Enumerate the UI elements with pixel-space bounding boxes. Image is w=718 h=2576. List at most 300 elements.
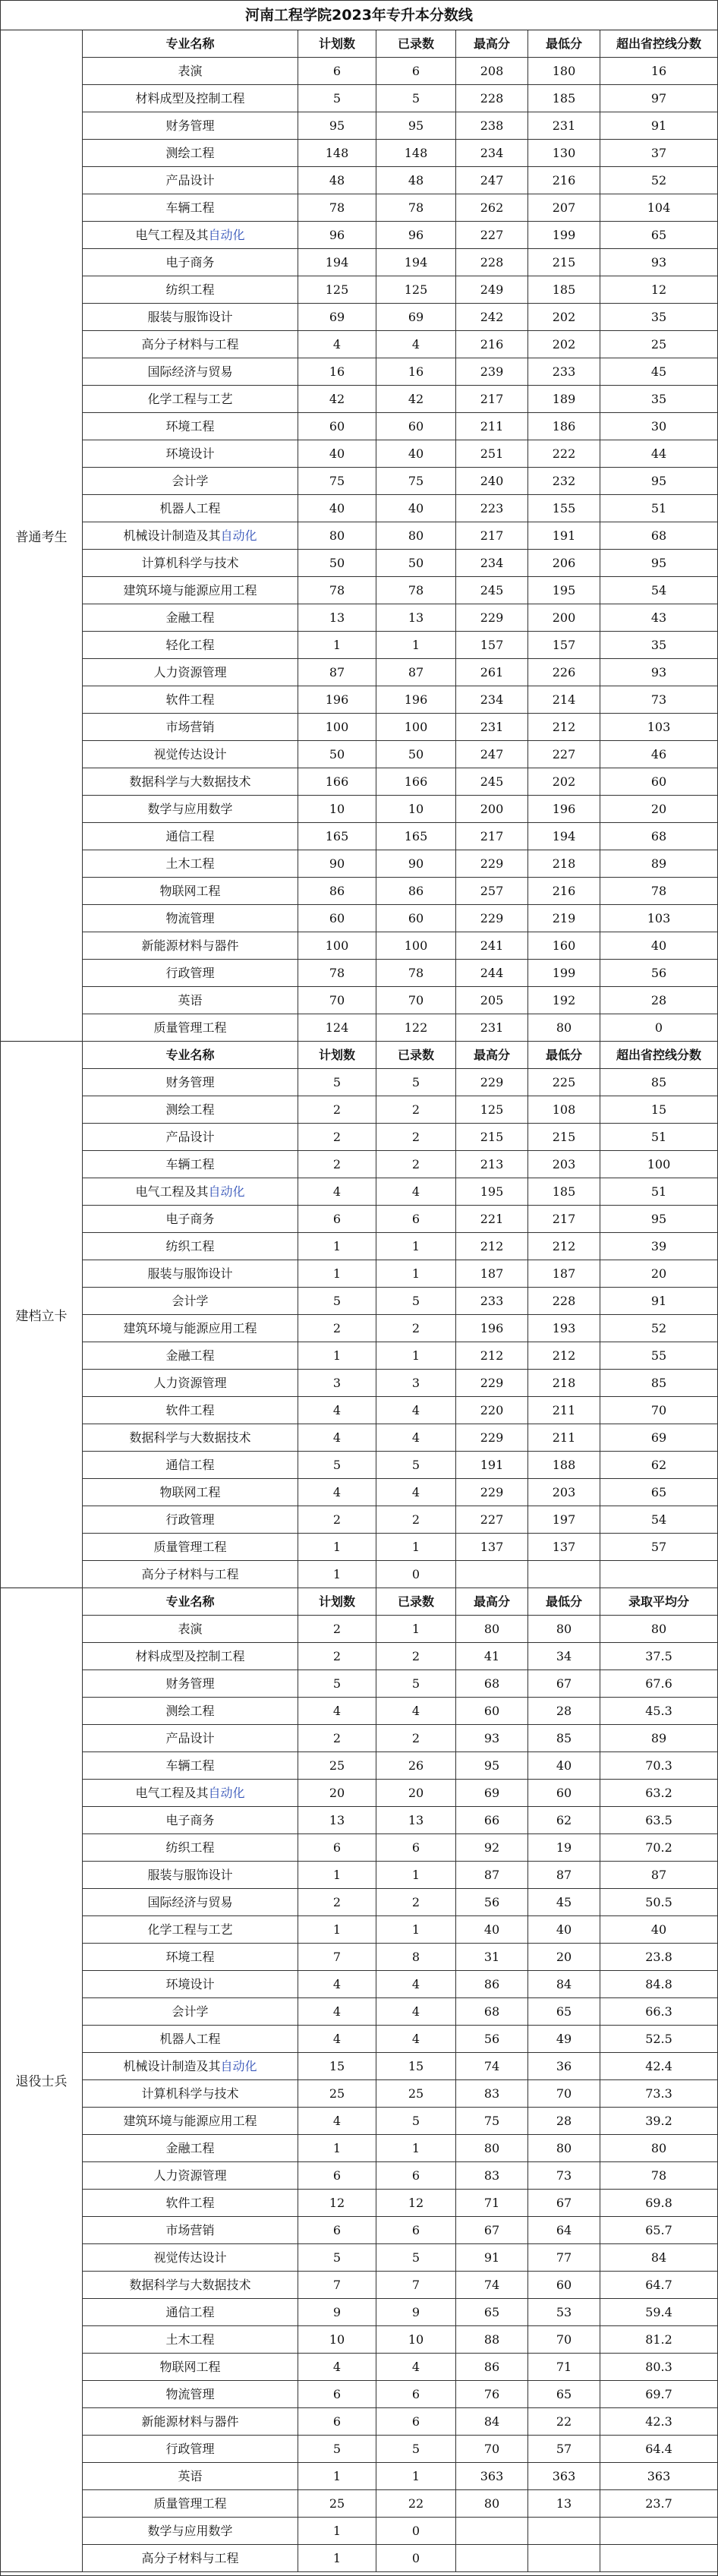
major-name-cell: 国际经济与贸易 bbox=[82, 358, 298, 385]
value-cell: 8 bbox=[376, 1944, 455, 1970]
value-cell: 86 bbox=[455, 1971, 527, 1997]
value-cell: 83 bbox=[455, 2162, 527, 2189]
value-cell: 202 bbox=[527, 331, 600, 358]
major-name-cell: 质量管理工程 bbox=[82, 2490, 298, 2517]
value-cell: 5 bbox=[376, 1670, 455, 1697]
column-header: 超出省控线分数 bbox=[600, 1042, 718, 1068]
value-cell: 13 bbox=[376, 604, 455, 631]
value-cell: 193 bbox=[527, 1315, 600, 1342]
table-row bbox=[82, 659, 718, 686]
value-cell: 70 bbox=[600, 1397, 718, 1424]
value-cell: 1 bbox=[298, 1260, 376, 1287]
value-cell: 6 bbox=[376, 2162, 455, 2189]
major-name-cell: 测绘工程 bbox=[82, 140, 298, 166]
major-name-cell: 服装与服饰设计 bbox=[82, 304, 298, 330]
value-cell: 64 bbox=[527, 2217, 600, 2243]
value-cell: 4 bbox=[298, 2354, 376, 2380]
value-cell: 238 bbox=[455, 112, 527, 139]
value-cell: 43 bbox=[600, 604, 718, 631]
value-cell: 80 bbox=[527, 2135, 600, 2161]
value-cell: 20 bbox=[600, 1260, 718, 1287]
column-header: 已录数 bbox=[376, 1588, 455, 1615]
value-cell: 232 bbox=[527, 468, 600, 494]
value-cell: 25 bbox=[376, 2080, 455, 2107]
table-row bbox=[82, 1725, 718, 1752]
value-cell: 15 bbox=[298, 2053, 376, 2079]
value-cell: 5 bbox=[298, 2436, 376, 2462]
major-name-cell: 高分子材料与工程 bbox=[82, 331, 298, 358]
value-cell: 185 bbox=[527, 85, 600, 112]
major-name-cell: 轻化工程 bbox=[82, 632, 298, 658]
table-row bbox=[82, 1616, 718, 1643]
value-cell: 87 bbox=[600, 1862, 718, 1888]
value-cell: 44 bbox=[600, 440, 718, 467]
value-cell: 6 bbox=[298, 58, 376, 84]
value-cell: 67 bbox=[527, 1670, 600, 1697]
value-cell: 225 bbox=[527, 1069, 600, 1096]
value-cell: 37.5 bbox=[600, 1643, 718, 1670]
value-cell: 87 bbox=[298, 659, 376, 686]
column-header: 录取平均分 bbox=[600, 1588, 718, 1615]
value-cell: 64.4 bbox=[600, 2436, 718, 2462]
value-cell: 3 bbox=[298, 1370, 376, 1396]
value-cell: 2 bbox=[298, 1124, 376, 1150]
value-cell: 84 bbox=[455, 2408, 527, 2435]
value-cell: 4 bbox=[298, 1971, 376, 1997]
table-row bbox=[82, 249, 718, 276]
value-cell: 6 bbox=[376, 58, 455, 84]
value-cell: 212 bbox=[527, 714, 600, 740]
value-cell bbox=[455, 2518, 527, 2544]
value-cell: 1 bbox=[376, 2135, 455, 2161]
value-cell: 67.6 bbox=[600, 1670, 718, 1697]
section-label: 退役士兵 bbox=[0, 1588, 82, 2572]
value-cell: 7 bbox=[376, 2272, 455, 2298]
table-row bbox=[82, 468, 718, 495]
value-cell: 86 bbox=[455, 2354, 527, 2380]
value-cell: 10 bbox=[376, 2326, 455, 2353]
value-cell: 80 bbox=[376, 522, 455, 549]
value-cell: 95 bbox=[600, 1206, 718, 1232]
table-row bbox=[82, 1944, 718, 1971]
value-cell bbox=[527, 2518, 600, 2544]
value-cell: 68 bbox=[600, 522, 718, 549]
value-cell: 95 bbox=[298, 112, 376, 139]
table-row bbox=[82, 1069, 718, 1096]
value-cell: 36 bbox=[527, 2053, 600, 2079]
value-cell: 68 bbox=[455, 1670, 527, 1697]
value-cell: 12 bbox=[376, 2190, 455, 2216]
major-name-cell: 软件工程 bbox=[82, 2190, 298, 2216]
table-row bbox=[82, 2326, 718, 2354]
major-name-cell: 金融工程 bbox=[82, 1342, 298, 1369]
table-row bbox=[82, 1643, 718, 1670]
value-cell: 195 bbox=[527, 577, 600, 604]
value-cell: 37 bbox=[600, 140, 718, 166]
value-cell: 91 bbox=[600, 1288, 718, 1314]
major-name-cell: 物流管理 bbox=[82, 905, 298, 932]
value-cell: 2 bbox=[376, 1506, 455, 1533]
value-cell: 130 bbox=[527, 140, 600, 166]
value-cell: 4 bbox=[376, 1424, 455, 1451]
value-cell: 78 bbox=[298, 577, 376, 604]
value-cell: 19 bbox=[527, 1834, 600, 1861]
value-cell: 207 bbox=[527, 194, 600, 221]
major-name-cell: 市场营销 bbox=[82, 2217, 298, 2243]
value-cell: 51 bbox=[600, 1124, 718, 1150]
value-cell: 5 bbox=[298, 1288, 376, 1314]
value-cell: 49 bbox=[527, 2026, 600, 2052]
major-name-cell: 建筑环境与能源应用工程 bbox=[82, 577, 298, 604]
value-cell: 75 bbox=[455, 2108, 527, 2134]
value-cell: 45.3 bbox=[600, 1698, 718, 1724]
major-name-cell: 土木工程 bbox=[82, 850, 298, 877]
value-cell: 6 bbox=[376, 2408, 455, 2435]
value-cell: 42.3 bbox=[600, 2408, 718, 2435]
value-cell: 90 bbox=[376, 850, 455, 877]
value-cell: 35 bbox=[600, 386, 718, 412]
value-cell: 212 bbox=[527, 1342, 600, 1369]
value-cell: 80 bbox=[455, 1616, 527, 1642]
value-cell: 40 bbox=[298, 440, 376, 467]
value-cell: 229 bbox=[455, 850, 527, 877]
value-cell: 80 bbox=[298, 522, 376, 549]
column-header: 最高分 bbox=[455, 1588, 527, 1615]
major-name-cell: 数学与应用数学 bbox=[82, 796, 298, 822]
table-row bbox=[82, 1807, 718, 1834]
value-cell: 52 bbox=[600, 167, 718, 194]
table-row bbox=[82, 1971, 718, 1998]
value-cell: 60 bbox=[298, 905, 376, 932]
value-cell bbox=[527, 2545, 600, 2571]
value-cell: 35 bbox=[600, 304, 718, 330]
major-name-cell: 通信工程 bbox=[82, 823, 298, 850]
value-cell: 229 bbox=[455, 905, 527, 932]
value-cell: 1 bbox=[298, 1534, 376, 1560]
value-cell: 74 bbox=[455, 2272, 527, 2298]
value-cell: 56 bbox=[455, 2026, 527, 2052]
major-name-cell: 物联网工程 bbox=[82, 878, 298, 904]
value-cell: 122 bbox=[376, 1014, 455, 1041]
table-row bbox=[82, 140, 718, 167]
value-cell: 229 bbox=[455, 1370, 527, 1396]
major-name-cell: 金融工程 bbox=[82, 604, 298, 631]
value-cell: 2 bbox=[376, 1725, 455, 1751]
value-cell: 86 bbox=[298, 878, 376, 904]
value-cell: 191 bbox=[455, 1452, 527, 1478]
value-cell: 60 bbox=[298, 413, 376, 440]
value-cell: 4 bbox=[298, 1424, 376, 1451]
value-cell: 363 bbox=[527, 2463, 600, 2489]
value-cell: 87 bbox=[376, 659, 455, 686]
value-cell: 80 bbox=[455, 2490, 527, 2517]
value-cell: 66 bbox=[455, 1807, 527, 1833]
table-row bbox=[82, 1315, 718, 1342]
column-header: 专业名称 bbox=[82, 1588, 298, 1615]
table-row bbox=[82, 1288, 718, 1315]
value-cell bbox=[527, 1561, 600, 1588]
value-cell: 7 bbox=[298, 1944, 376, 1970]
major-name-cell: 物流管理 bbox=[82, 2381, 298, 2407]
value-cell: 40 bbox=[600, 1916, 718, 1943]
value-cell: 200 bbox=[527, 604, 600, 631]
table-row bbox=[82, 632, 718, 659]
value-cell: 229 bbox=[455, 1069, 527, 1096]
major-name-cell: 产品设计 bbox=[82, 1725, 298, 1751]
value-cell: 90 bbox=[298, 850, 376, 877]
value-cell: 45 bbox=[600, 358, 718, 385]
value-cell: 6 bbox=[298, 1834, 376, 1861]
value-cell: 65 bbox=[600, 1479, 718, 1506]
value-cell: 234 bbox=[455, 140, 527, 166]
major-name-cell: 电气工程及其自动化 bbox=[82, 1178, 298, 1205]
major-name-cell: 国际经济与贸易 bbox=[82, 1889, 298, 1915]
value-cell: 2 bbox=[376, 1889, 455, 1915]
value-cell: 78 bbox=[600, 878, 718, 904]
value-cell: 63.5 bbox=[600, 1807, 718, 1833]
value-cell: 22 bbox=[527, 2408, 600, 2435]
value-cell: 257 bbox=[455, 878, 527, 904]
value-cell: 125 bbox=[376, 276, 455, 303]
value-cell: 60 bbox=[376, 413, 455, 440]
major-name-cell: 行政管理 bbox=[82, 1506, 298, 1533]
table-row bbox=[82, 1452, 718, 1479]
value-cell: 91 bbox=[600, 112, 718, 139]
value-cell: 1 bbox=[298, 1916, 376, 1943]
table-row bbox=[82, 1752, 718, 1780]
value-cell: 185 bbox=[527, 1178, 600, 1205]
table-row bbox=[82, 522, 718, 550]
major-name-cell: 电子商务 bbox=[82, 1807, 298, 1833]
value-cell: 69.8 bbox=[600, 2190, 718, 2216]
major-name-cell: 物联网工程 bbox=[82, 1479, 298, 1506]
major-name-cell: 电气工程及其自动化 bbox=[82, 1780, 298, 1806]
table-row bbox=[82, 1506, 718, 1534]
value-cell: 51 bbox=[600, 495, 718, 522]
value-cell: 4 bbox=[298, 2026, 376, 2052]
value-cell: 233 bbox=[527, 358, 600, 385]
table-row bbox=[82, 1014, 718, 1042]
value-cell: 59.4 bbox=[600, 2299, 718, 2325]
value-cell: 20 bbox=[376, 1780, 455, 1806]
table-row bbox=[82, 1233, 718, 1260]
major-name-cell: 表演 bbox=[82, 1616, 298, 1642]
table-row bbox=[82, 686, 718, 714]
value-cell: 65 bbox=[600, 222, 718, 248]
value-cell: 6 bbox=[376, 2217, 455, 2243]
value-cell: 71 bbox=[455, 2190, 527, 2216]
value-cell: 239 bbox=[455, 358, 527, 385]
value-cell: 231 bbox=[455, 714, 527, 740]
value-cell: 2 bbox=[298, 1096, 376, 1123]
table-row bbox=[82, 850, 718, 878]
value-cell: 4 bbox=[298, 1178, 376, 1205]
table-row bbox=[82, 878, 718, 905]
major-name-cell: 土木工程 bbox=[82, 2326, 298, 2353]
major-name-cell: 测绘工程 bbox=[82, 1698, 298, 1724]
value-cell: 16 bbox=[376, 358, 455, 385]
value-cell: 40 bbox=[376, 495, 455, 522]
table-row bbox=[82, 550, 718, 577]
value-cell: 231 bbox=[455, 1014, 527, 1041]
value-cell: 1 bbox=[298, 632, 376, 658]
value-cell: 189 bbox=[527, 386, 600, 412]
value-cell: 13 bbox=[298, 1807, 376, 1833]
value-cell: 84 bbox=[600, 2244, 718, 2271]
value-cell: 223 bbox=[455, 495, 527, 522]
value-cell: 60 bbox=[527, 2272, 600, 2298]
value-cell: 80 bbox=[527, 1014, 600, 1041]
table-row bbox=[82, 2190, 718, 2217]
value-cell: 35 bbox=[600, 632, 718, 658]
value-cell: 97 bbox=[600, 85, 718, 112]
value-cell: 5 bbox=[298, 1069, 376, 1096]
value-cell: 1 bbox=[298, 2463, 376, 2489]
table-row bbox=[82, 2518, 718, 2545]
major-name-cell: 环境工程 bbox=[82, 1944, 298, 1970]
value-cell: 62 bbox=[600, 1452, 718, 1478]
value-cell: 186 bbox=[527, 413, 600, 440]
table-row bbox=[82, 823, 718, 850]
table-row bbox=[82, 85, 718, 112]
value-cell: 216 bbox=[527, 167, 600, 194]
major-name-cell: 会计学 bbox=[82, 468, 298, 494]
table-row bbox=[82, 413, 718, 440]
value-cell bbox=[455, 1561, 527, 1588]
value-cell: 100 bbox=[298, 932, 376, 959]
table-row bbox=[82, 741, 718, 768]
value-cell: 0 bbox=[600, 1014, 718, 1041]
major-name-cell: 行政管理 bbox=[82, 2436, 298, 2462]
value-cell: 218 bbox=[527, 850, 600, 877]
value-cell: 212 bbox=[455, 1233, 527, 1260]
table-row bbox=[82, 1397, 718, 1424]
value-cell: 78 bbox=[376, 194, 455, 221]
value-cell: 10 bbox=[376, 796, 455, 822]
value-cell: 78 bbox=[600, 2162, 718, 2189]
value-cell: 62 bbox=[527, 1807, 600, 1833]
value-cell: 166 bbox=[376, 768, 455, 795]
value-cell: 4 bbox=[376, 1971, 455, 1997]
value-cell: 5 bbox=[376, 1452, 455, 1478]
value-cell: 83 bbox=[455, 2080, 527, 2107]
value-cell: 51 bbox=[600, 1178, 718, 1205]
major-name-cell: 产品设计 bbox=[82, 1124, 298, 1150]
value-cell: 5 bbox=[376, 2244, 455, 2271]
value-cell: 4 bbox=[298, 1698, 376, 1724]
value-cell: 247 bbox=[455, 741, 527, 768]
value-cell: 233 bbox=[455, 1288, 527, 1314]
value-cell: 194 bbox=[527, 823, 600, 850]
value-cell: 39 bbox=[600, 1233, 718, 1260]
value-cell: 71 bbox=[527, 2354, 600, 2380]
value-cell: 222 bbox=[527, 440, 600, 467]
value-cell: 3 bbox=[376, 1370, 455, 1396]
value-cell: 187 bbox=[455, 1260, 527, 1287]
table-row bbox=[82, 905, 718, 932]
value-cell: 100 bbox=[376, 714, 455, 740]
table-row bbox=[82, 1479, 718, 1506]
major-name-cell: 数据科学与大数据技术 bbox=[82, 768, 298, 795]
value-cell: 70.2 bbox=[600, 1834, 718, 1861]
table-row bbox=[82, 358, 718, 386]
value-cell: 10 bbox=[298, 796, 376, 822]
table-row bbox=[82, 58, 718, 85]
table-row bbox=[82, 2408, 718, 2436]
value-cell: 76 bbox=[455, 2381, 527, 2407]
major-name-cell: 质量管理工程 bbox=[82, 1534, 298, 1560]
major-name-cell: 车辆工程 bbox=[82, 1752, 298, 1779]
table-row bbox=[82, 331, 718, 358]
value-cell: 42 bbox=[376, 386, 455, 412]
value-cell: 203 bbox=[527, 1151, 600, 1178]
major-name-cell: 质量管理工程 bbox=[82, 1014, 298, 1041]
value-cell: 70 bbox=[455, 2436, 527, 2462]
major-name-cell: 纺织工程 bbox=[82, 1233, 298, 1260]
value-cell: 1 bbox=[298, 2545, 376, 2571]
value-cell: 217 bbox=[455, 823, 527, 850]
value-cell: 46 bbox=[600, 741, 718, 768]
value-cell: 15 bbox=[376, 2053, 455, 2079]
value-cell: 39.2 bbox=[600, 2108, 718, 2134]
major-name-cell: 软件工程 bbox=[82, 686, 298, 713]
value-cell: 34 bbox=[527, 1643, 600, 1670]
value-cell: 25 bbox=[298, 1752, 376, 1779]
column-header: 计划数 bbox=[298, 1042, 376, 1068]
value-cell: 13 bbox=[376, 1807, 455, 1833]
table-row bbox=[82, 2299, 718, 2326]
table-row bbox=[82, 1834, 718, 1862]
value-cell: 228 bbox=[527, 1288, 600, 1314]
major-name-cell: 纺织工程 bbox=[82, 1834, 298, 1861]
major-name-cell: 计算机科学与技术 bbox=[82, 2080, 298, 2107]
value-cell: 50 bbox=[376, 741, 455, 768]
value-cell: 54 bbox=[600, 1506, 718, 1533]
section-header-row bbox=[82, 1588, 718, 1616]
value-cell: 65 bbox=[527, 2381, 600, 2407]
value-cell: 2 bbox=[376, 1096, 455, 1123]
value-cell: 2 bbox=[298, 1889, 376, 1915]
value-cell: 199 bbox=[527, 222, 600, 248]
value-cell: 218 bbox=[527, 1370, 600, 1396]
value-cell: 0 bbox=[376, 1561, 455, 1588]
table-row bbox=[82, 386, 718, 413]
value-cell: 212 bbox=[455, 1342, 527, 1369]
value-cell: 31 bbox=[455, 1944, 527, 1970]
value-cell bbox=[455, 2545, 527, 2571]
table-row bbox=[82, 796, 718, 823]
column-header: 超出省控线分数 bbox=[600, 30, 718, 57]
major-name-cell: 高分子材料与工程 bbox=[82, 2545, 298, 2571]
value-cell: 5 bbox=[298, 2244, 376, 2271]
table-row bbox=[82, 2108, 718, 2135]
value-cell: 40 bbox=[527, 1916, 600, 1943]
value-cell: 66.3 bbox=[600, 1998, 718, 2025]
value-cell: 148 bbox=[376, 140, 455, 166]
column-header: 最低分 bbox=[527, 1588, 600, 1615]
value-cell: 208 bbox=[455, 58, 527, 84]
major-name-cell: 服装与服饰设计 bbox=[82, 1260, 298, 1287]
value-cell: 6 bbox=[298, 2162, 376, 2189]
value-cell: 40 bbox=[600, 932, 718, 959]
value-cell: 103 bbox=[600, 714, 718, 740]
value-cell: 73.3 bbox=[600, 2080, 718, 2107]
value-cell: 20 bbox=[600, 796, 718, 822]
table-row bbox=[82, 1698, 718, 1725]
column-header: 已录数 bbox=[376, 1042, 455, 1068]
value-cell: 30 bbox=[600, 413, 718, 440]
major-name-cell: 会计学 bbox=[82, 1288, 298, 1314]
